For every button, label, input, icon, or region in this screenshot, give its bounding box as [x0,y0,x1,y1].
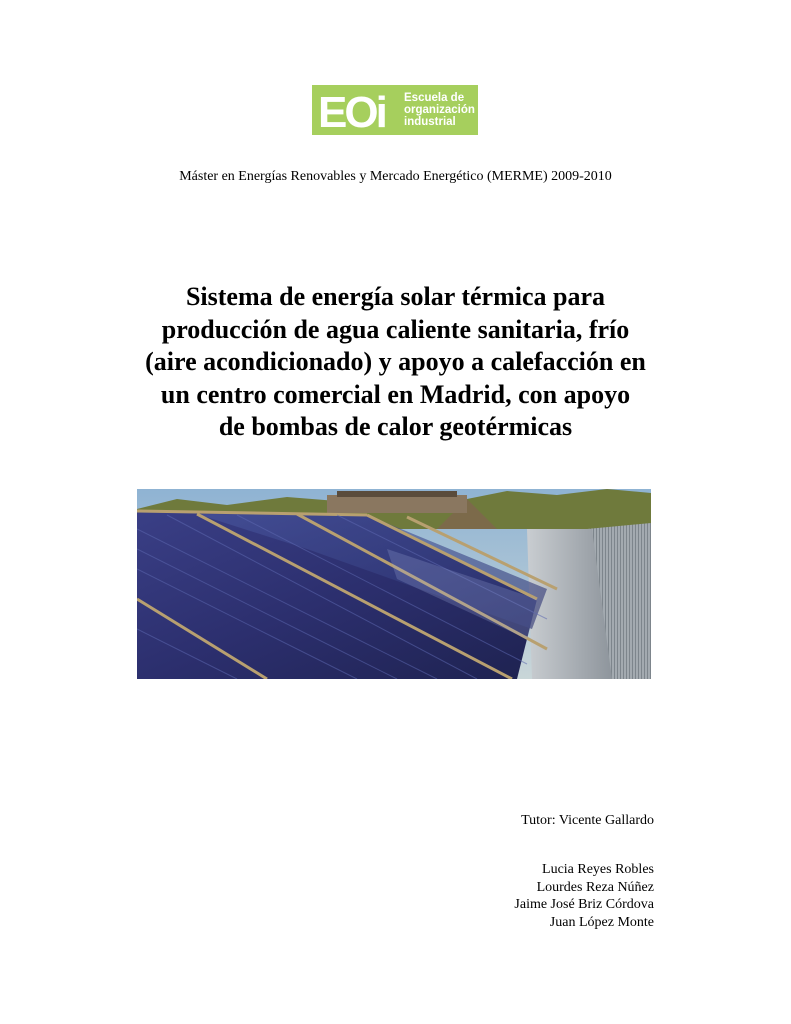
title-line-1: Sistema de energía solar térmica para [185,282,606,311]
author-name: Juan López Monte [549,914,654,930]
author-name: Jaime José Briz Córdova [514,897,654,912]
logo-mark-text: EOi [318,88,385,133]
title-line-4: un centro comercial en Madrid, con apoyo [160,379,631,409]
eoi-logo [312,85,478,135]
authors-list [514,861,654,931]
logo-text-line-2: organización [404,104,475,116]
logo-text-line-3: industrial [404,116,456,128]
author-name: Lourdes Reza Núñez [536,879,654,895]
title-line-3: (aire acondicionado) y apoyo a calefacción en [145,347,646,376]
eoi-logo-mark [318,87,400,133]
tutor-line: Tutor: Vicente Gallardo [521,813,654,828]
author-name: Lucia Reyes Robles [542,862,654,877]
solar-panels-photo [137,489,651,679]
title-line-2: producción de agua caliente sanitaria, frío [161,314,630,344]
program-subtitle: Máster en Energías Renovables y Mercado Energético (MERME) 2009-2010 [179,169,612,184]
logo-text [404,92,475,128]
title-line-5: de bombas de calor geotérmicas [218,412,573,441]
logo-text-line-1: Escuela de [404,92,465,104]
document-title [110,281,681,444]
